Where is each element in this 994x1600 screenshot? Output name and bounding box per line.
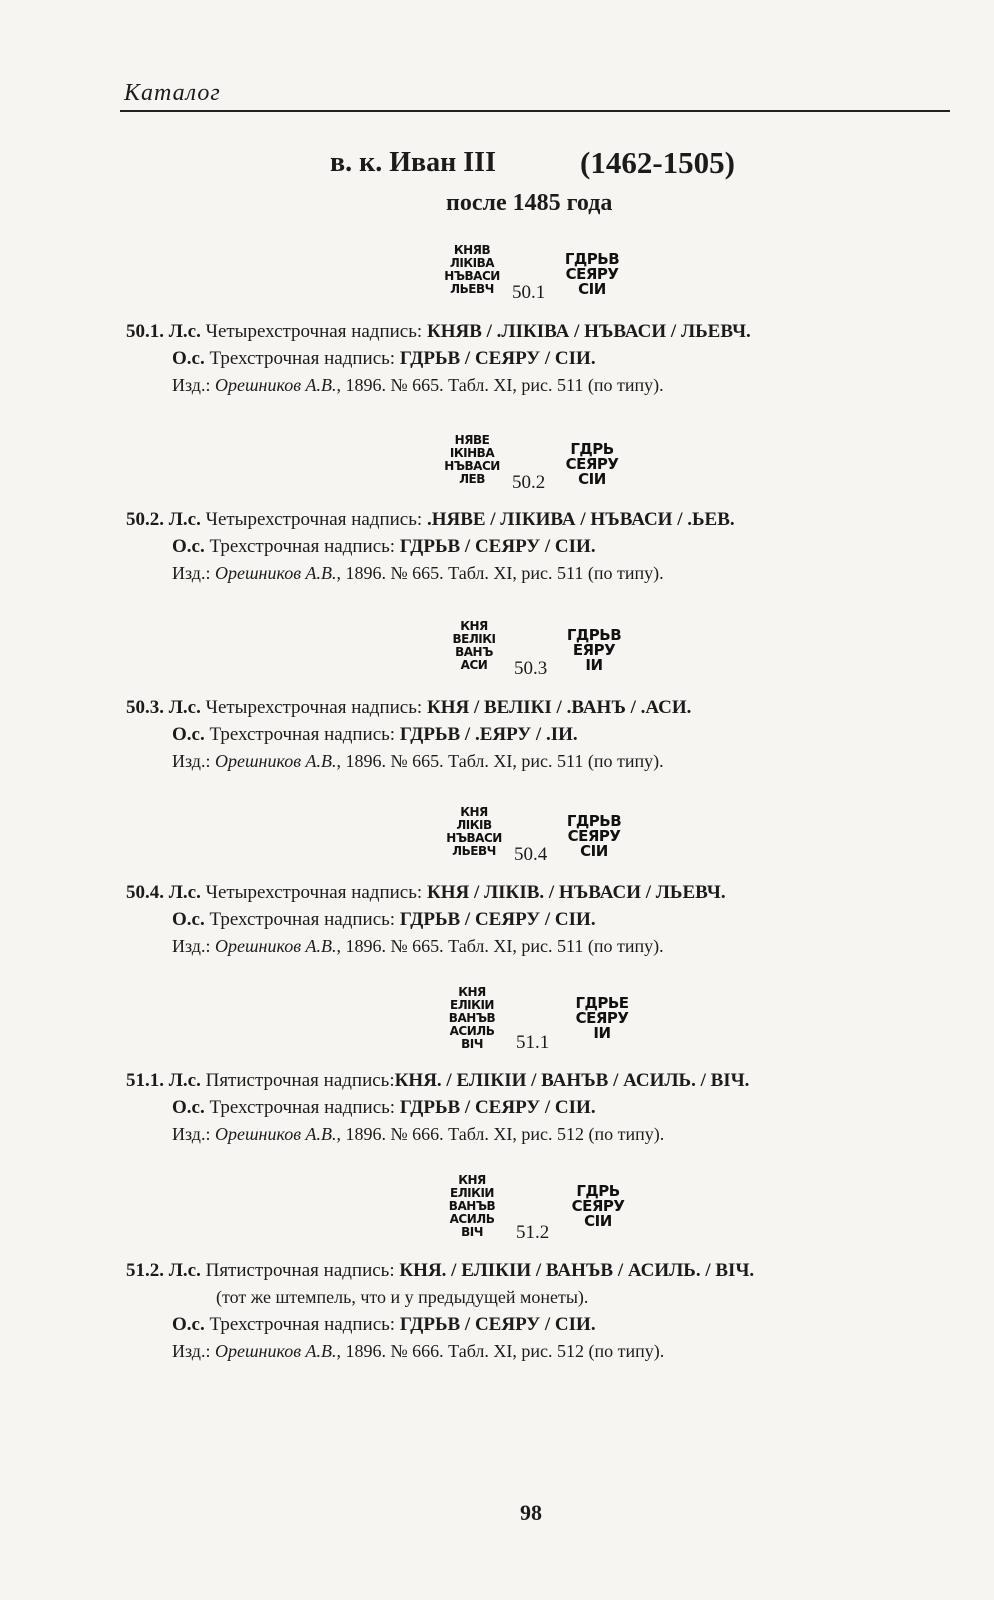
- ls-label: Л.с.: [168, 1070, 201, 1091]
- coin-reverse-image: [560, 432, 624, 496]
- coin-obverse-image: [440, 428, 504, 492]
- catalog-entry-50-3: [126, 697, 926, 778]
- inscription-line: АСИЛЬ: [449, 1023, 495, 1038]
- reverse-line: [126, 1314, 926, 1341]
- inscription-line: НЯВЕ: [454, 433, 490, 447]
- coin-obverse-image: [440, 1170, 504, 1242]
- catalog-entry-51-2: [126, 1260, 926, 1368]
- coin-number: 50.3: [514, 658, 548, 679]
- inscription-line: ВІЧ: [461, 1036, 483, 1051]
- os-label: О.с.: [172, 1314, 205, 1335]
- izd-label: Изд.:: [172, 936, 211, 956]
- entry-id: 50.1.: [126, 321, 164, 342]
- catalog-entry-50-2: [126, 509, 926, 590]
- ls-desc: Четырехстрочная надпись:: [205, 509, 423, 530]
- header-title: Каталог: [124, 80, 221, 106]
- inscription-line: СІИ: [578, 279, 606, 298]
- ls-label: Л.с.: [168, 882, 201, 903]
- reverse-line: [126, 1097, 926, 1124]
- izd-ref: , 1896. № 665. Табл. XI, рис. 511 (по типу).: [336, 375, 664, 395]
- inscription-line: КНЯ: [460, 805, 488, 819]
- coin-reverse-image: [562, 618, 626, 682]
- obverse-line: [126, 697, 926, 724]
- reverse-line: [126, 909, 926, 936]
- izd-label: Изд.:: [172, 1124, 211, 1144]
- os-label: О.с.: [172, 348, 205, 369]
- inscription-line: ЛІКІВ: [456, 818, 492, 832]
- obverse-line: [126, 1070, 926, 1097]
- izd-author: Орешников А.В.: [214, 563, 337, 583]
- publication-line: [126, 563, 926, 590]
- os-text: ГДРЬВ / СЕЯРУ / СІИ.: [399, 348, 596, 369]
- publication-line: [126, 936, 926, 963]
- inscription-line: ЕЛІКІИ: [450, 1185, 494, 1200]
- coin-reverse-image: [570, 986, 634, 1050]
- inscription-line: ВАНЪВ: [448, 1010, 496, 1025]
- coin-images-50-3: [442, 614, 662, 684]
- izd-label: Изд.:: [172, 563, 211, 583]
- entry-id: 50.3.: [126, 697, 164, 718]
- izd-label: Изд.:: [172, 751, 211, 771]
- inscription-line: ВІЧ: [461, 1224, 483, 1239]
- inscription-line: АСИ: [460, 658, 488, 672]
- ls-desc: Пятистрочная надпись:: [205, 1070, 395, 1091]
- ls-desc: Пятистрочная надпись:: [205, 1260, 395, 1281]
- ls-text: КНЯВ / .ЛІКІВА / НЪВАСИ / ЛЬЕВЧ.: [426, 321, 751, 342]
- running-header: [120, 78, 950, 112]
- izd-ref: , 1896. № 666. Табл. XI, рис. 512 (по типу).: [336, 1341, 665, 1361]
- coin-images-51-2: [440, 1170, 660, 1243]
- obverse-line: [126, 1260, 926, 1287]
- section-subtitle: после 1485 года: [446, 190, 613, 216]
- inscription-line: КНЯВ: [453, 243, 491, 257]
- obverse-line: [126, 882, 926, 909]
- izd-author: Орешников А.В.: [214, 936, 337, 956]
- inscription-line: ЛЕВ: [459, 472, 485, 486]
- publication-line: [126, 751, 926, 778]
- inscription-line: ЛІКІВА: [449, 256, 495, 270]
- ls-label: Л.с.: [168, 697, 201, 718]
- coin-reverse-image: [560, 242, 624, 306]
- coin-number: 50.1: [512, 282, 546, 303]
- coin-images-50-1: [440, 238, 660, 308]
- inscription-line: АСИЛЬ: [449, 1211, 495, 1226]
- inscription-line: ЛЬЕВЧ: [452, 844, 496, 858]
- ruler-name: в. к. Иван III: [330, 147, 496, 178]
- reverse-line: [126, 724, 926, 751]
- obverse-line: [126, 321, 926, 348]
- coin-obverse-image: [440, 238, 504, 302]
- coin-reverse-image: [566, 1174, 630, 1238]
- os-desc: Трехстрочная надпись:: [209, 536, 396, 557]
- inscription-line: ГДРЬ: [576, 1181, 620, 1200]
- ls-text: .НЯВЕ / ЛІКИВА / НЪВАСИ / .ЬЕВ.: [426, 509, 735, 530]
- catalog-entry-51-1: [126, 1070, 926, 1151]
- izd-author: Орешников А.В.: [214, 1124, 337, 1144]
- reverse-line: [126, 348, 926, 375]
- inscription-line: НЪВАСИ: [444, 459, 500, 473]
- reverse-line: [126, 536, 926, 563]
- izd-author: Орешников А.В.: [214, 375, 337, 395]
- os-text: ГДРЬВ / .ЕЯРУ / .ІИ.: [399, 724, 578, 745]
- os-label: О.с.: [172, 724, 205, 745]
- ls-text: КНЯ / ВЕЛІКІ / .ВАНЪ / .АСИ.: [426, 697, 692, 718]
- izd-ref: , 1896. № 665. Табл. XI, рис. 511 (по типу).: [336, 563, 664, 583]
- ls-text: КНЯ. / ЕЛІКІИ / ВАНЪВ / АСИЛЬ. / ВІЧ.: [399, 1260, 755, 1281]
- coin-images-50-2: [440, 428, 660, 498]
- os-desc: Трехстрочная надпись:: [209, 348, 396, 369]
- coin-images-51-1: [440, 982, 660, 1052]
- inscription-line: КНЯ: [460, 619, 488, 633]
- os-label: О.с.: [172, 536, 205, 557]
- catalog-entry-50-4: [126, 882, 926, 963]
- publication-line: [126, 375, 926, 402]
- publication-line: [126, 1124, 926, 1151]
- entry-id: 51.1.: [126, 1070, 164, 1091]
- os-text: ГДРЬВ / СЕЯРУ / СІИ.: [399, 909, 596, 930]
- os-text: ГДРЬВ / СЕЯРУ / СІИ.: [399, 1097, 596, 1118]
- entry-id: 50.4.: [126, 882, 164, 903]
- ls-desc: Четырехстрочная надпись:: [205, 882, 423, 903]
- entry-id: 50.2.: [126, 509, 164, 530]
- inscription-line: ЛЬЕВЧ: [450, 282, 494, 296]
- inscription-line: КНЯ: [458, 984, 486, 999]
- publication-line: [126, 1341, 926, 1368]
- inscription-line: ВЕЛІКІ: [452, 632, 496, 646]
- coin-obverse-image: [442, 614, 506, 678]
- inscription-line: ІИ: [593, 1023, 611, 1042]
- coin-number: 50.4: [514, 844, 548, 865]
- inscription-line: СЕЯРУ: [571, 1196, 625, 1215]
- inscription-line: СЕЯРУ: [575, 1008, 629, 1027]
- inscription-line: СЕЯРУ: [565, 454, 619, 473]
- os-text: ГДРЬВ / СЕЯРУ / СІИ.: [399, 536, 596, 557]
- inscription-line: СІИ: [578, 469, 606, 488]
- coin-images-50-4: [442, 800, 662, 870]
- ls-text: КНЯ. / ЕЛІКІИ / ВАНЪВ / АСИЛЬ. / ВІЧ.: [394, 1070, 750, 1091]
- os-desc: Трехстрочная надпись:: [209, 909, 396, 930]
- inscription-line: ВАНЪ: [455, 645, 493, 659]
- coin-number: 50.2: [512, 472, 546, 493]
- inscription-line: ВАНЪВ: [448, 1198, 496, 1213]
- inscription-line: СЕЯРУ: [567, 826, 621, 845]
- entry-note: (тот же штемпель, что и у предыдущей монеты).: [216, 1287, 589, 1307]
- inscription-line: ГДРЬВ: [566, 625, 622, 644]
- coin-number: 51.1: [516, 1032, 550, 1053]
- izd-ref: , 1896. № 665. Табл. XI, рис. 511 (по типу).: [336, 936, 664, 956]
- inscription-line: ГДРЬЕ: [575, 993, 629, 1012]
- inscription-line: СЕЯРУ: [565, 264, 619, 283]
- inscription-line: НЪВАСИ: [444, 269, 500, 283]
- os-label: О.с.: [172, 909, 205, 930]
- coin-obverse-image: [440, 982, 504, 1054]
- izd-author: Орешников А.В.: [214, 1341, 337, 1361]
- os-desc: Трехстрочная надпись:: [209, 724, 396, 745]
- os-desc: Трехстрочная надпись:: [209, 1314, 396, 1335]
- inscription-line: СІИ: [580, 841, 608, 860]
- inscription-line: ГДРЬВ: [566, 811, 622, 830]
- catalog-entry-50-1: [126, 321, 926, 402]
- izd-ref: , 1896. № 665. Табл. XI, рис. 511 (по типу).: [336, 751, 664, 771]
- ls-desc: Четырехстрочная надпись:: [205, 321, 423, 342]
- entry-id: 51.2.: [126, 1260, 164, 1281]
- inscription-line: ІИ: [585, 655, 603, 674]
- izd-label: Изд.:: [172, 375, 211, 395]
- izd-ref: , 1896. № 666. Табл. XI, рис. 512 (по типу).: [336, 1124, 665, 1144]
- obverse-line: [126, 509, 926, 536]
- ls-label: Л.с.: [168, 509, 201, 530]
- coin-reverse-image: [562, 804, 626, 868]
- coin-obverse-image: [442, 800, 506, 864]
- inscription-line: НЪВАСИ: [446, 831, 502, 845]
- ls-text: КНЯ / ЛІКІВ. / НЪВАСИ / ЛЬЕВЧ.: [426, 882, 726, 903]
- izd-label: Изд.:: [172, 1341, 211, 1361]
- ls-desc: Четырехстрочная надпись:: [205, 697, 423, 718]
- os-text: ГДРЬВ / СЕЯРУ / СІИ.: [399, 1314, 596, 1335]
- os-label: О.с.: [172, 1097, 205, 1118]
- inscription-line: СІИ: [584, 1211, 612, 1230]
- izd-author: Орешников А.В.: [214, 751, 337, 771]
- inscription-line: ІКІНВА: [449, 446, 495, 460]
- inscription-line: ГДРЬВ: [564, 249, 620, 268]
- ls-label: Л.с.: [168, 1260, 201, 1281]
- inscription-line: ГДРЬ: [570, 439, 614, 458]
- page-number: 98: [520, 1500, 542, 1525]
- section-title: [330, 145, 735, 180]
- os-desc: Трехстрочная надпись:: [209, 1097, 396, 1118]
- inscription-line: ЕЯРУ: [572, 640, 616, 659]
- ls-label: Л.с.: [168, 321, 201, 342]
- inscription-line: ЕЛІКІИ: [450, 997, 494, 1012]
- coin-number: 51.2: [516, 1222, 550, 1243]
- inscription-line: КНЯ: [458, 1172, 486, 1187]
- reign-dates: (1462-1505): [580, 145, 735, 180]
